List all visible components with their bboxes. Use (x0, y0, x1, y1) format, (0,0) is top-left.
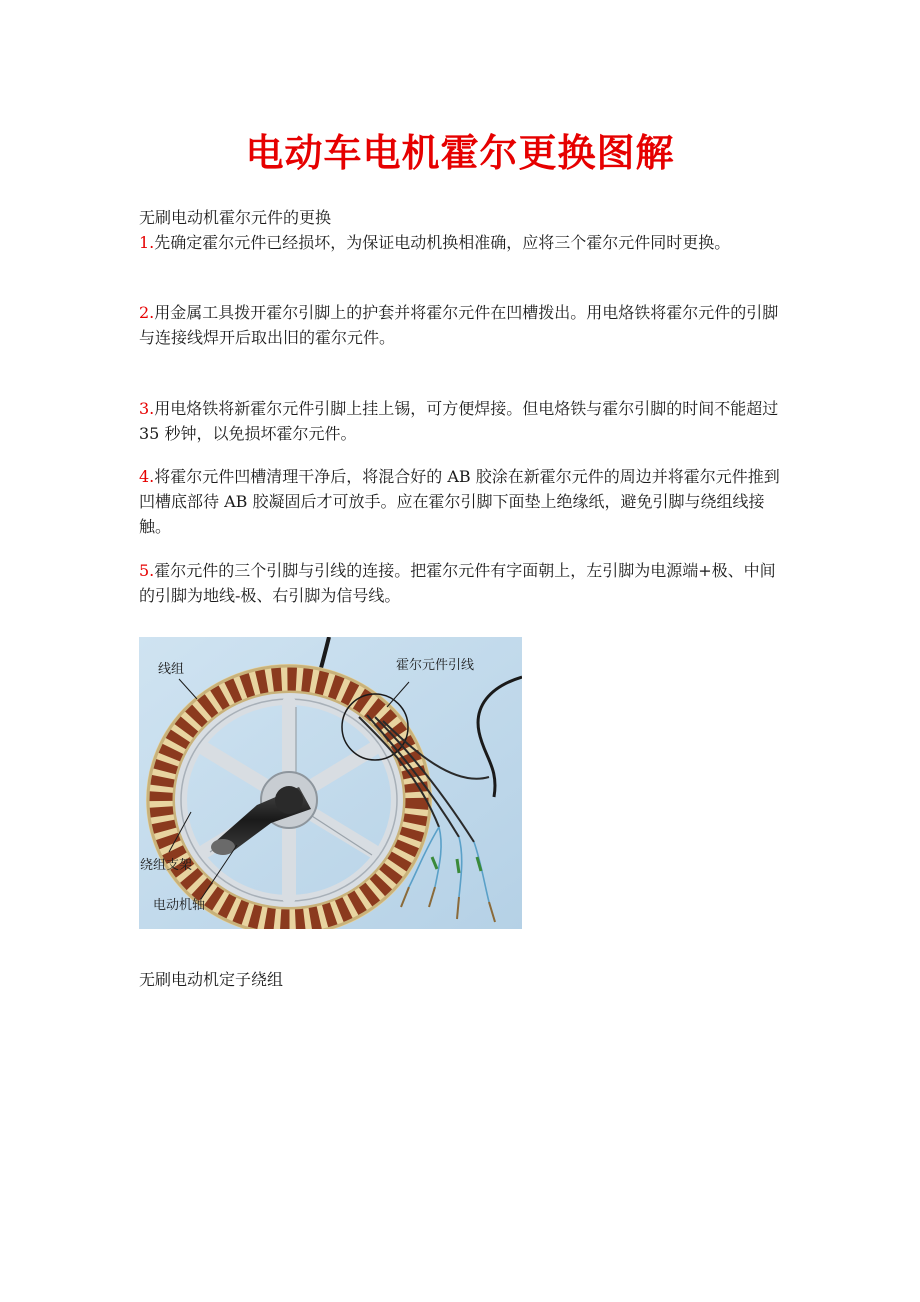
step-number: 1. (139, 233, 155, 252)
step-5 (139, 558, 784, 608)
stator-winding-figure (139, 637, 522, 929)
step-number: 4. (139, 467, 155, 486)
winding-label: 线组 (158, 662, 185, 677)
step-text: 霍尔元件的三个引脚与引线的连接。把霍尔元件有字面朝上，左引脚为电源端+极、中间的引脚为地线-极、右引脚为信号线。 (139, 561, 776, 605)
section-subtitle: 无刷电动机霍尔元件的更换 (139, 208, 332, 227)
step-text: 用金属工具拨开霍尔引脚上的护套并将霍尔元件在凹槽拨出。用电烙铁将霍尔元件的引脚与连接线焊开后取出旧的霍尔元件。 (139, 303, 779, 347)
step-text: 将霍尔元件凹槽清理干净后，将混合好的 AB 胶涂在新霍尔元件的周边并将霍尔元件推到凹槽底部待 AB 胶凝固后才可放手。应在霍尔引脚下面垫上绝缘纸，避免引脚与绕组线接触。 (139, 467, 780, 536)
step-text: 用电烙铁将新霍尔元件引脚上挂上锡，可方便焊接。但电烙铁与霍尔引脚的时间不能超过 35 秒钟，以免损坏霍尔元件。 (139, 399, 779, 443)
step-2 (139, 300, 784, 350)
hall-leads-label: 霍尔元件引线 (396, 658, 475, 673)
stator-winding-image (139, 637, 522, 929)
step-number: 5. (139, 561, 155, 580)
winding-frame-label: 绕组支架 (140, 858, 193, 873)
step-1 (139, 230, 784, 255)
page-title: 电动车电机霍尔更换图解 (245, 131, 675, 175)
step-number: 3. (139, 399, 155, 418)
motor-shaft-label: 电动机轴 (153, 898, 206, 913)
step-number: 2. (139, 303, 155, 322)
figure-caption: 无刷电动机定子绕组 (139, 970, 284, 989)
step-text: 先确定霍尔元件已经损坏，为保证电动机换相准确，应将三个霍尔元件同时更换。 (154, 233, 731, 252)
step-4 (139, 464, 784, 539)
step-3 (139, 396, 784, 446)
